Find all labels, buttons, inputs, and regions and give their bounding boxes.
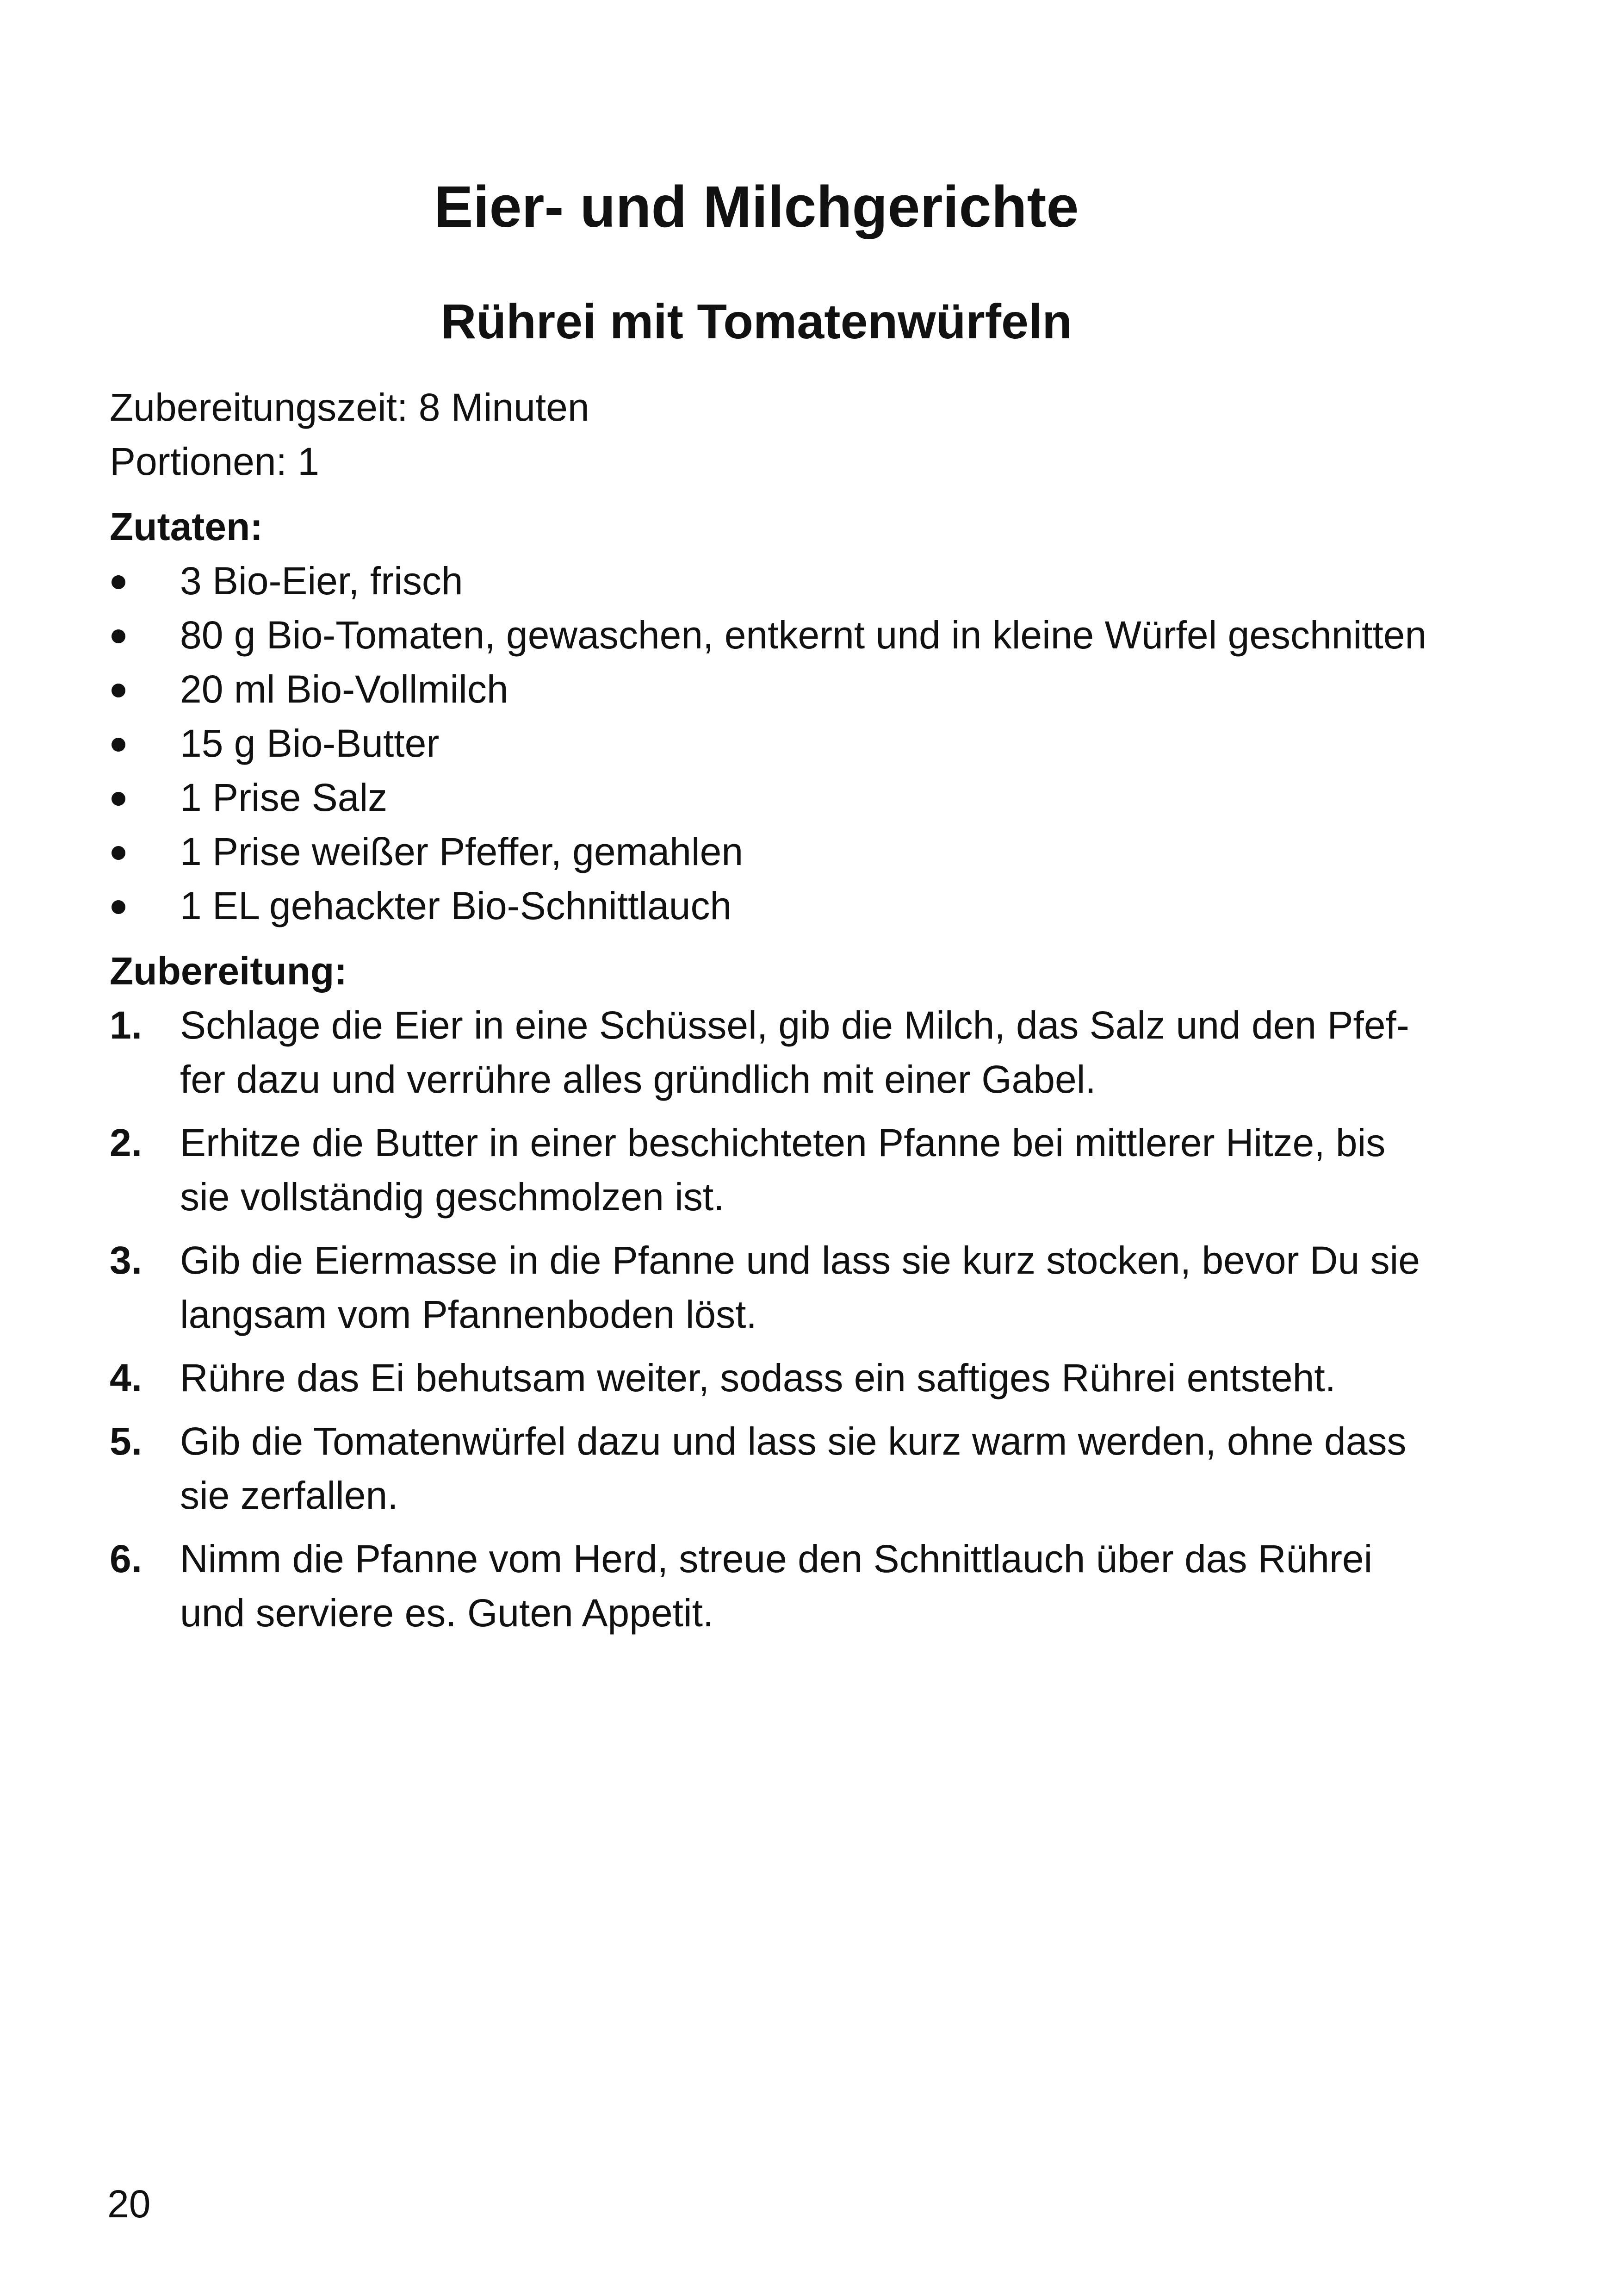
- chapter-title: Eier- und Milchgerichte: [434, 174, 1079, 239]
- step-number: 2.: [110, 1121, 143, 1164]
- ingredients-heading: Zutaten:: [110, 505, 263, 548]
- step-item: [110, 1532, 1438, 1640]
- step-number: 4.: [110, 1356, 143, 1400]
- ingredient-item: [110, 554, 1438, 608]
- ingredient-text: 20 ml Bio-Vollmilch: [180, 667, 508, 711]
- ingredient-text: 80 g Bio-Tomaten, gewaschen, entkernt und in kleine Würfel geschnitten: [180, 613, 1427, 657]
- ingredient-text: 1 Prise weißer Pfeffer, gemahlen: [180, 830, 744, 873]
- bullet-icon: [112, 900, 125, 914]
- step-text: Gib die Eiermasse in die Pfanne und lass sie kurz stocken, bevor Du sie langsam vom Pfannenboden löst.: [180, 1238, 1420, 1336]
- step-text: Schlage die Eier in eine Schüssel, gib die Milch, das Salz und den Pfeffer dazu und verrühre alles gründlich mit einer Gabel.: [180, 1003, 1409, 1101]
- step-item: [110, 998, 1438, 1107]
- servings: Portionen: 1: [110, 440, 319, 483]
- step-number: 3.: [110, 1238, 143, 1282]
- ingredient-text: 1 EL gehackter Bio-Schnittlauch: [180, 884, 732, 927]
- ingredient-item: [110, 825, 1438, 879]
- ingredient-item: [110, 662, 1438, 716]
- step-item: [110, 1414, 1438, 1523]
- bullet-icon: [112, 684, 125, 697]
- bullet-icon: [112, 575, 125, 589]
- step-number: 6.: [110, 1537, 143, 1580]
- bullet-icon: [112, 792, 125, 806]
- ingredient-item: [110, 771, 1438, 825]
- preparation-steps: [110, 998, 1438, 1640]
- step-item: [110, 1351, 1438, 1405]
- ingredient-item: [110, 879, 1438, 933]
- ingredient-text: 1 Prise Salz: [180, 776, 388, 819]
- bullet-icon: [112, 629, 125, 643]
- ingredients-list: [110, 554, 1438, 933]
- step-text: Erhitze die Butter in einer beschichteten Pfanne bei mittlerer Hitze, bis sie vollständig geschmolzen ist.: [180, 1121, 1386, 1219]
- ingredient-item: [110, 608, 1438, 662]
- step-item: [110, 1116, 1438, 1224]
- bullet-icon: [112, 846, 125, 860]
- step-text: Gib die Tomatenwürfel dazu und lass sie kurz warm werden, ohne dass sie zerfallen.: [180, 1419, 1407, 1517]
- ingredient-text: 3 Bio-Eier, frisch: [180, 559, 463, 603]
- step-text: Rühre das Ei behutsam weiter, sodass ein saftiges Rührei entsteht.: [180, 1356, 1336, 1400]
- step-text: Nimm die Pfanne vom Herd, streue den Schnittlauch über das Rührei und serviere es. Guten Appetit.: [180, 1537, 1373, 1635]
- step-number: 5.: [110, 1419, 143, 1463]
- ingredient-text: 15 g Bio-Butter: [180, 722, 440, 765]
- step-item: [110, 1233, 1438, 1342]
- page-number: 20: [107, 2182, 151, 2226]
- prep-time: Zubereitungszeit: 8 Minuten: [110, 386, 589, 429]
- ingredient-item: [110, 716, 1438, 771]
- recipe-body: [110, 380, 1438, 1649]
- bullet-icon: [112, 738, 125, 752]
- preparation-heading: Zubereitung:: [110, 949, 347, 993]
- recipe-title: Rührei mit Tomatenwürfeln: [440, 294, 1072, 349]
- step-number: 1.: [110, 1003, 143, 1047]
